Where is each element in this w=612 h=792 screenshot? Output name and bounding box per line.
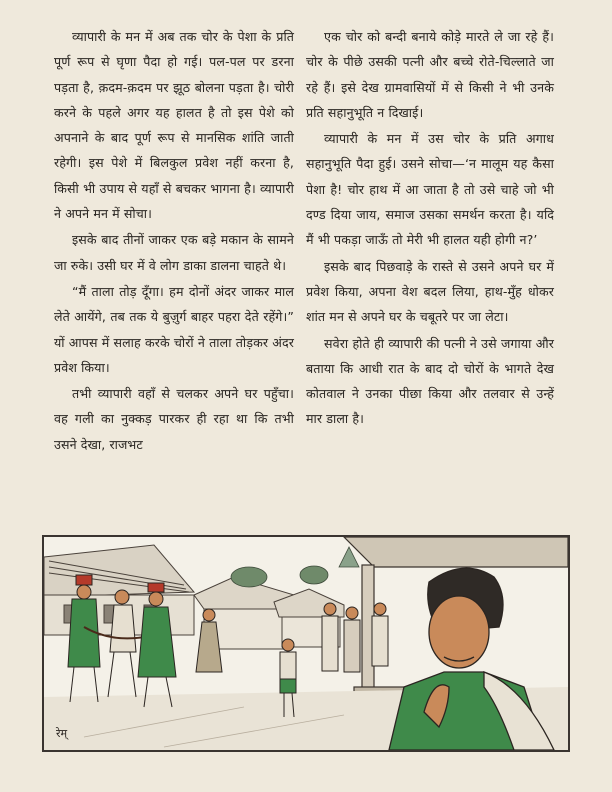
- paragraph: एक चोर को बन्दी बनाये कोड़े मारते ले जा रहे हैं। चोर के पीछे उसकी पत्नी और बच्चे रोते-चिल्लाते जा रहे हैं। इसे देख ग्रामवासियों में से किसी ने भी उनके प्रति सहानुभूति न दिखाई।: [306, 29, 554, 120]
- right-text-column: [306, 24, 554, 433]
- paragraph: इसके बाद पिछवाड़े के रास्ते से उसने अपने घर में प्रवेश किया, अपना वेश बदल लिया, हाथ-मुँह धोकर शांत मन से अपने घर के चबूतरे पर जा लेटा।: [306, 258, 554, 325]
- paragraph: “मैं ताला तोड़ दूँगा। हम दोनों अंदर जाकर माल लेते आयेंगे, तब तक ये बुज़ुर्ग बाहर पहरा देते रहेंगे।” यों आपस में सलाह करके चोरों ने ताला तोड़कर अंदर प्रवेश किया।: [54, 283, 294, 375]
- paragraph: व्यापारी के मन में अब तक चोर के पेशा के प्रति पूर्ण रूप से घृणा पैदा हो गई। पल-पल पर डरना पड़ता है, क़दम-क़दम पर झूठ बोलना पड़ता है। चोरी करने के पहले अगर यह हालत है तो इस पेशे को अपनाने के बाद पूर्ण रूप से मानसिक शांति जाती रहेगी। इस पेशे में बिलकुल प्रवेश नहीं करना है, किसी भी उपाय से यहाँ से बचकर भागना है। व्यापारी ने अपने मन में सोचा।: [54, 29, 294, 222]
- paragraph: सवेरा होते ही व्यापारी की पत्नी ने उसे जगाया और बताया कि आधी रात के बाद दो चोरों के भागते देख कोतवाल ने उनका पीछा किया और तलवार से उन्हें मार डाला है।: [306, 335, 554, 427]
- paragraph: इसके बाद तीनों जाकर एक बड़े मकान के सामने जा रुके। उसी घर में वे लोग डाका डालना चाहते थे।: [54, 232, 294, 273]
- paragraph: व्यापारी के मन में उस चोर के प्रति अगाध सहानुभूति पैदा हुई। उसने सोचा—‘न मालूम यह कैसा पेशा है! चोर हाथ में आ जाता है तो उसे चाहे जो भी दण्ड दिया जाय, समाज उसका समर्थन करता है। यदि मैं भी पकड़ा जाऊँ तो मेरी भी हालत यही होगी न?’: [306, 131, 554, 248]
- artist-signature: रेम्: [56, 727, 68, 740]
- left-text-column: [54, 24, 294, 458]
- story-illustration: [42, 535, 570, 752]
- paragraph: तभी व्यापारी वहाँ से चलकर अपने घर पहुँचा। वह गली का नुक्कड़ पारकर ही रहा था कि तभी उसने देखा, राजभट: [54, 386, 294, 452]
